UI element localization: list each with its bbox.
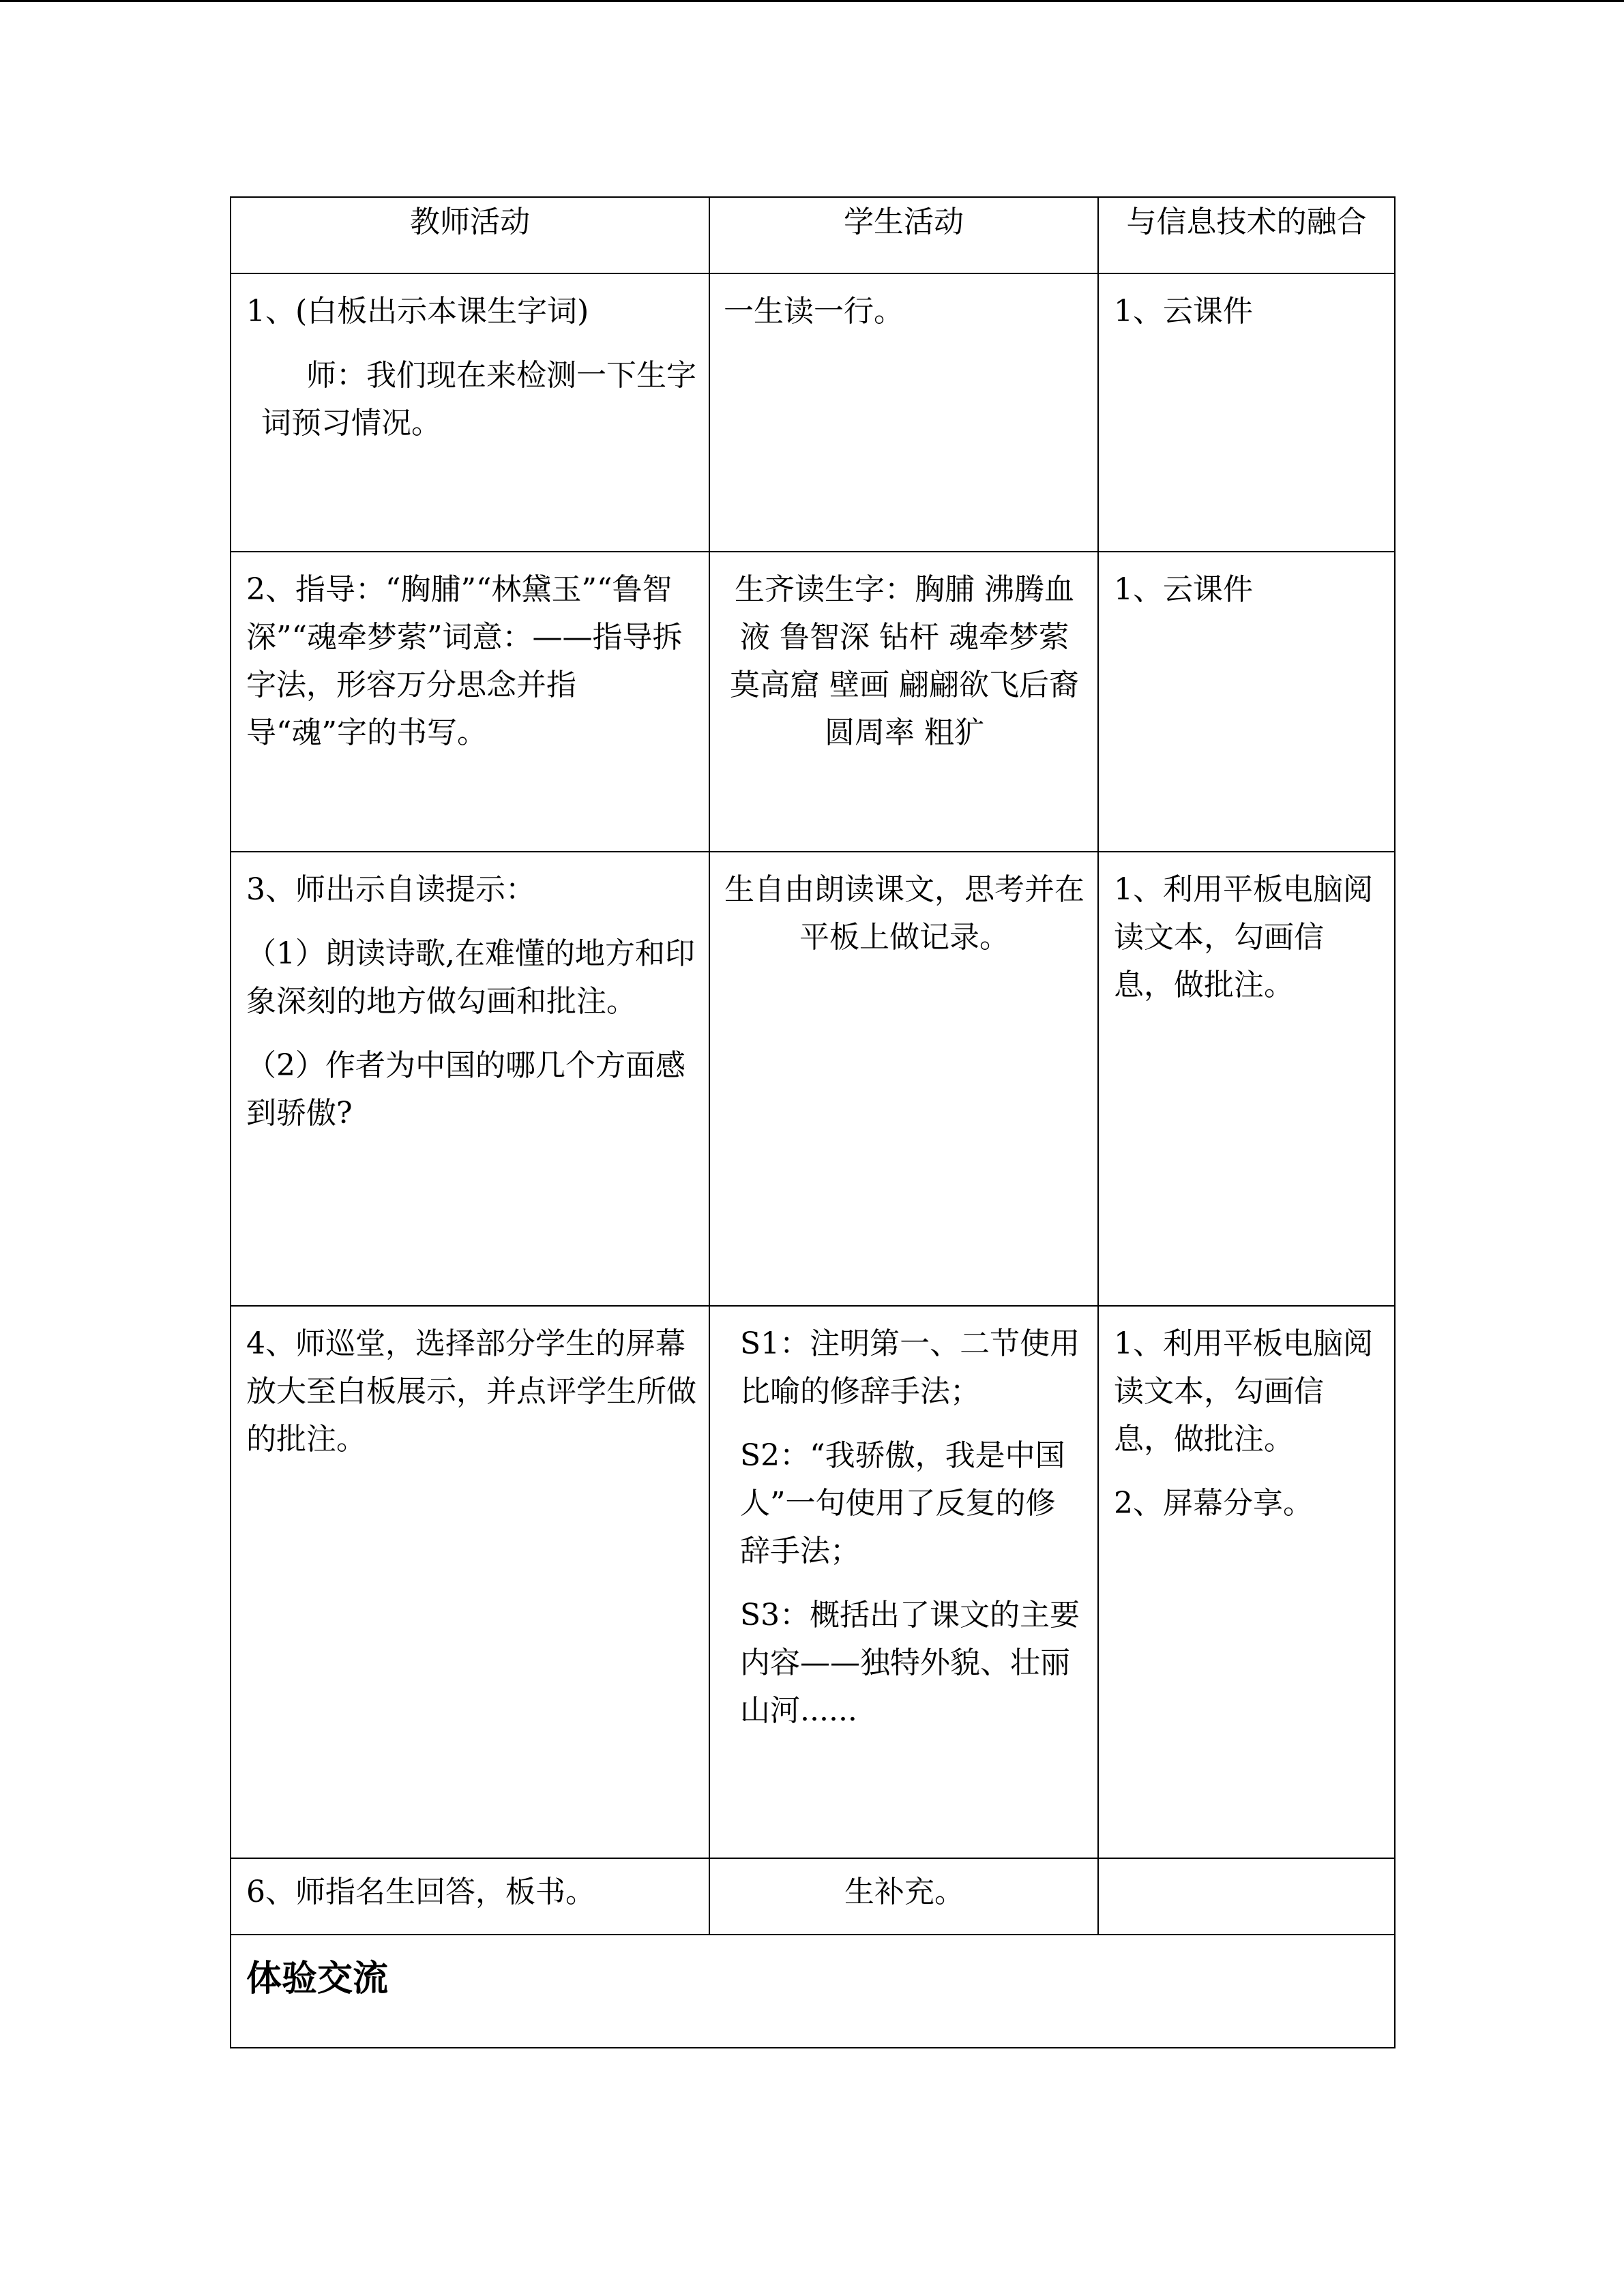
header-teacher-activity: 教师活动 [231,197,709,273]
student-cell [709,1306,1098,1858]
cell-paragraph: 2、屏幕分享。 [1114,1486,1313,1521]
table-row [231,552,1395,852]
cell-paragraph: 1、云课件 [1114,572,1253,607]
cell-paragraph: （1）朗读诗歌,在难懂的地方和印象深刻的地方做勾画和批注。 [246,936,695,1019]
table-row [231,273,1395,552]
tech-cell [1098,852,1395,1306]
tech-cell-empty [1098,1858,1395,1935]
table-row [231,1858,1395,1935]
student-cell [709,1858,1098,1935]
teacher-cell [231,1858,709,1935]
cell-paragraph: 6、师指名生回答，板书。 [246,1875,595,1909]
cell-paragraph: 1、利用平板电脑阅读文本，勾画信息，做批注。 [1114,1326,1373,1457]
cell-paragraph: 生补充。 [844,1875,964,1909]
cell-paragraph: 1、利用平板电脑阅读文本，勾画信息，做批注。 [1114,872,1373,1002]
student-cell [709,552,1098,852]
cell-paragraph: 生自由朗读课文，思考并在平板上做记录。 [724,872,1084,955]
section-title: 体验交流 [246,1958,389,1999]
cell-paragraph: S1：注明第一、二节使用比喻的修辞手法； [740,1326,1080,1409]
header-tech-integration: 与信息技术的融合 [1098,197,1395,273]
cell-paragraph: （2）作者为中国的哪几个方面感到骄傲? [246,1048,685,1131]
cell-paragraph: 1、云课件 [1114,294,1253,329]
lesson-activity-table [230,196,1396,2048]
student-cell [709,852,1098,1306]
teacher-cell [231,552,709,852]
page-top-rule [0,0,1624,2]
table-row [231,1306,1395,1858]
tech-cell [1098,1306,1395,1858]
header-student-activity: 学生活动 [709,197,1098,273]
cell-paragraph: 1、(白板出示本课生字词) [246,294,589,329]
cell-paragraph: 4、师巡堂，选择部分学生的屏幕放大至白板展示，并点评学生所做的批注。 [246,1326,696,1457]
cell-paragraph: 生齐读生字：胸脯 沸腾血液 鲁智深 钻杆 魂牵梦萦 莫高窟 壁画 翩翩欲飞后裔 圆周率 粗犷 [730,572,1079,750]
cell-paragraph: S3：概括出了课文的主要内容——独特外貌、壮丽山河...... [740,1598,1080,1728]
cell-paragraph: 3、师出示自读提示： [246,872,535,907]
teacher-cell [231,273,709,552]
cell-paragraph: 2、指导：“胸脯”“林黛玉”“鲁智深”“魂牵梦萦”词意：——指导拆字法，形容万分思念并指导“魂”字的书写。 [246,572,683,750]
tech-cell [1098,552,1395,852]
table-header-row [231,197,1395,273]
section-cell [231,1935,1395,2048]
section-row [231,1935,1395,2048]
cell-paragraph: 师：我们现在来检测一下生字词预习情况。 [261,358,696,441]
student-cell [709,273,1098,552]
cell-paragraph: S2：“我骄傲，我是中国人”一句使用了反复的修辞手法； [740,1438,1065,1568]
teacher-cell [231,852,709,1306]
table-row [231,852,1395,1306]
cell-paragraph: 一生读一行。 [724,294,904,329]
tech-cell [1098,273,1395,552]
teacher-cell [231,1306,709,1858]
